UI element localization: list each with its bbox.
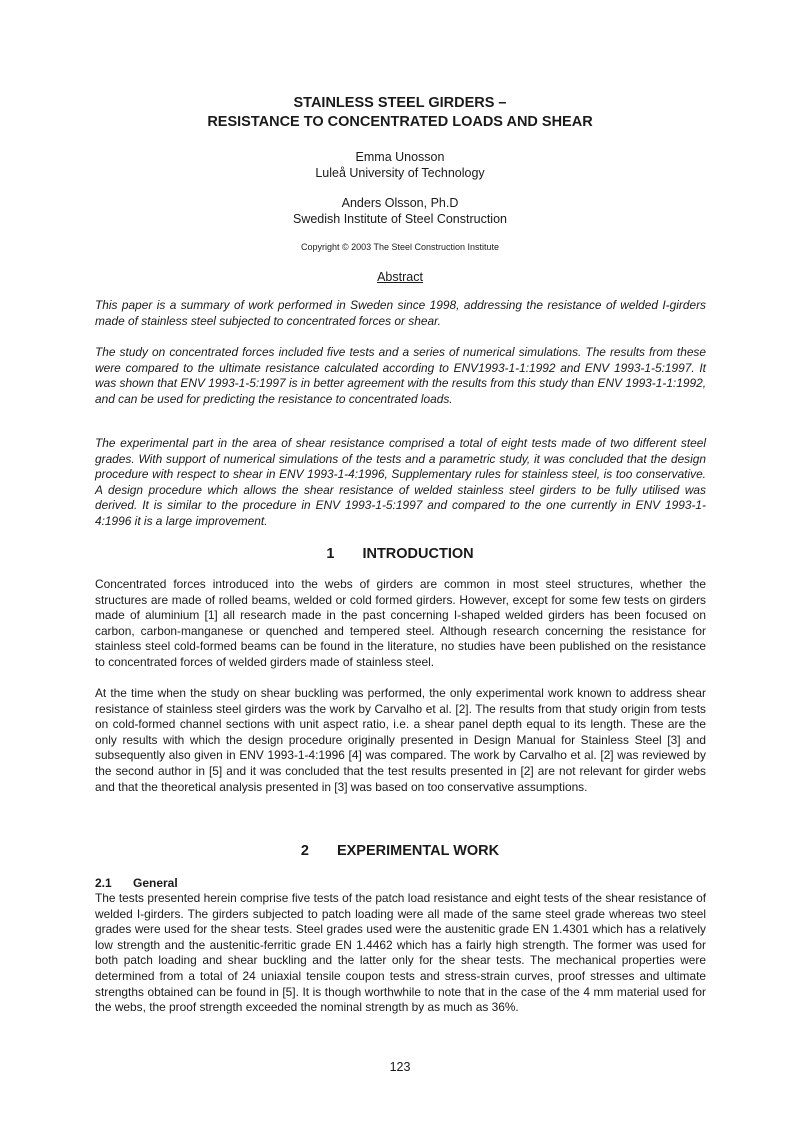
author-name: Anders Olsson, Ph.D — [341, 196, 459, 210]
abstract-paragraph-1: This paper is a summary of work performed in Sweden since 1998, addressing the resistance of welded I-girders made of stainless steel subjected to concentrated forces or shear. — [95, 298, 706, 328]
section-number: 1 — [326, 546, 335, 562]
section-title: EXPERIMENTAL WORK — [336, 843, 500, 859]
section-title: INTRODUCTION — [362, 546, 474, 562]
subsection-title: General — [133, 876, 178, 890]
author-name: Emma Unosson — [355, 150, 445, 164]
general-paragraph: The tests presented herein comprise five tests of the patch load resistance and eight tests of the shear resistance of welded I-girders. The girders subjected to patch loading were all made of the same steel grade whereas two steel grades were used for the shear tests. Steel grades used were the austenitic grade EN 1.4301 which has a relatively low strength and the austenitic-ferritic grade EN 1.4462 which has a fairly high strength. The former was used for both patch loading and shear buckling and the latter only for the shear tests. The mechanical properties were determined from a total of 24 uniaxial tensile coupon tests and stress-strain curves, proof stresses and ultimate strengths obtained can be found in [5]. It is though worthwhile to note that in the case of the 4 mm material used for the webs, the proof strength exceeded the nominal strength by as much as 36%. — [95, 891, 706, 1015]
paper-title-line-2: RESISTANCE TO CONCENTRATED LOADS AND SHEAR — [207, 114, 593, 130]
subsection-heading-general — [95, 876, 178, 891]
subsection-number: 2.1 — [95, 876, 112, 890]
abstract-paragraph-3: The experimental part in the area of shear resistance comprised a total of eight tests made of two different steel grades. With support of numerical simulations of the tests and a parametric study, it was concluded that the design procedure with respect to shear in ENV 1993-1-4:1996, Supplementary rules for stainless steel, is too conservative. A design procedure which allows the shear resistance of welded stainless steel girders to be fully utilised was derived. It is similar to the procedure in ENV 1993-1-5:1997 and compared to the one currently in ENV 1993-1-4:1996 it is a large improvement. — [95, 436, 706, 528]
paper-title — [95, 94, 705, 132]
abstract-heading: Abstract — [377, 270, 423, 284]
intro-paragraph-2: At the time when the study on shear buckling was performed, the only experimental work known to address shear resistance of stainless steel girders was the work by Carvalho et al. [2]. The results from that study origin from tests on cold-formed channel sections with unit aspect ratio, i.e. a shear panel depth equal to its length. These are the only results with which the design procedure originally presented in Design Manual for Stainless Steel [3] and subsequently also given in ENV 1993-1-4:1996 [4] was compared. The work by Carvalho et al. [2] was reviewed by the second author in [5] and it was concluded that the test results presented in [2] are not relevant for girder webs and that the theoretical analysis presented in [3] was based on too conservative assumptions. — [95, 686, 706, 794]
paper-title-line-1: STAINLESS STEEL GIRDERS – — [293, 95, 507, 111]
intro-paragraph-1: Concentrated forces introduced into the webs of girders are common in most steel structures, whether the structures are made of rolled beams, welded or cold formed girders. However, except for some few tests on girders made of aluminium [1] all research made in the past concerning I-shaped welded girders has been focused on carbon, carbon-manganese or quenched and tempered steel. Although research concerning the resistance for stainless steel cold-formed beams can be found in the literature, no studies have been published on the resistance to concentrated forces of welded girders made of stainless steel. — [95, 577, 706, 669]
page-number: 123 — [389, 1060, 411, 1074]
copyright-notice: Copyright © 2003 The Steel Construction Institute — [300, 242, 500, 252]
section-heading-experimental-work — [95, 842, 705, 860]
section-number: 2 — [300, 843, 309, 859]
section-heading-introduction — [95, 545, 705, 563]
author-block-1 — [95, 149, 705, 181]
author-affiliation: Swedish Institute of Steel Construction — [292, 212, 507, 226]
author-block-2 — [95, 195, 705, 227]
abstract-paragraph-2: The study on concentrated forces included five tests and a series of numerical simulations. The results from these were compared to the ultimate resistance calculated according to ENV1993-1-1:1992 and ENV 1993-1-5:1997. It was shown that ENV 1993-1-5:1997 is in better agreement with the results from this study than ENV 1993-1-1:1992, and can be used for predicting the resistance to concentrated loads. — [95, 345, 706, 406]
author-affiliation: Luleå University of Technology — [315, 166, 485, 180]
